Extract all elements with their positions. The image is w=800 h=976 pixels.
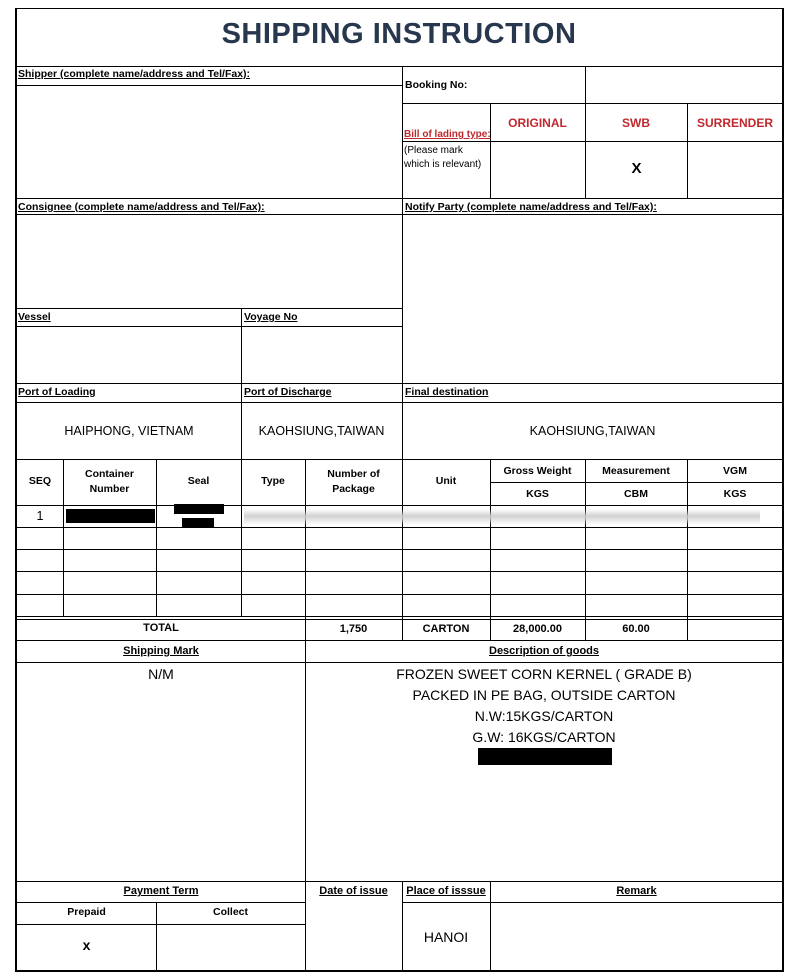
port-of-loading-label: Port of Loading xyxy=(18,386,96,398)
shipper-field[interactable] xyxy=(17,86,402,198)
booking-number-field[interactable] xyxy=(586,67,782,103)
col-gross-weight-unit: KGS xyxy=(526,488,549,500)
port-of-discharge-value: KAOHSIUNG,TAIWAN xyxy=(258,424,385,438)
port-of-loading-value: HAIPHONG, VIETNAM xyxy=(64,424,194,438)
place-of-issue-label: Place of isssue xyxy=(406,885,486,897)
consignee-field[interactable] xyxy=(17,215,402,308)
page-title: SHIPPING INSTRUCTION xyxy=(221,18,577,50)
notify-party-label: Notify Party (complete name/address and Tel/Fax): xyxy=(405,201,657,213)
border-bottom xyxy=(15,970,784,972)
total-unit: CARTON xyxy=(422,623,470,635)
seal-redaction-1 xyxy=(174,504,224,514)
voyage-label: Voyage No xyxy=(244,311,298,323)
notify-party-field[interactable] xyxy=(403,215,782,383)
final-destination-label: Final destination xyxy=(405,386,489,398)
bl-type-label: Bill of lading type: xyxy=(404,129,491,140)
row1-seq: 1 xyxy=(36,509,44,523)
col-unit: Unit xyxy=(435,475,457,487)
container-number-redaction xyxy=(66,509,155,523)
vessel-field[interactable] xyxy=(17,327,241,383)
date-of-issue-label: Date of issue xyxy=(319,885,388,897)
port-of-discharge-label: Port of Discharge xyxy=(244,386,332,398)
col-seal: Seal xyxy=(187,475,210,487)
bl-option-original: ORIGINAL xyxy=(508,116,567,130)
bl-option-surrender: SURRENDER xyxy=(696,116,773,130)
seal-redaction-2 xyxy=(182,518,214,527)
prepaid-label: Prepaid xyxy=(67,906,106,918)
bl-note-line1: (Please mark xyxy=(404,145,463,156)
vessel-label: Vessel xyxy=(18,311,51,323)
col-measurement: Measurement xyxy=(602,465,670,477)
bl-swb-checkbox[interactable] xyxy=(586,142,687,198)
shipping-mark-label: Shipping Mark xyxy=(123,645,199,657)
bl-swb-mark: X xyxy=(631,160,642,177)
voyage-field[interactable] xyxy=(242,327,402,383)
consignee-label: Consignee (complete name/address and Tel/Fax): xyxy=(18,201,265,213)
bl-note-line2: which is relevant) xyxy=(404,159,482,170)
description-line: PACKED IN PE BAG, OUTSIDE CARTON xyxy=(412,687,676,703)
col-vgm-unit: KGS xyxy=(723,488,747,500)
col-package-line2: Package xyxy=(332,483,375,495)
description-line: N.W:15KGS/CARTON xyxy=(474,708,614,724)
prepaid-mark: x xyxy=(82,937,91,953)
description-redaction xyxy=(478,748,612,765)
col-measurement-unit: CBM xyxy=(624,488,648,500)
shipper-label: Shipper (complete name/address and Tel/Fax): xyxy=(18,68,251,80)
prepaid-checkbox[interactable] xyxy=(17,925,156,970)
row1-blurred-values xyxy=(244,509,760,525)
bl-option-swb: SWB xyxy=(622,116,650,130)
date-of-issue-field[interactable] xyxy=(306,903,402,970)
table-row xyxy=(17,550,783,571)
final-destination-value: KAOHSIUNG,TAIWAN xyxy=(529,424,656,438)
description-label: Description of goods xyxy=(489,645,599,657)
description-line: G.W: 16KGS/CARTON xyxy=(472,729,616,745)
place-of-issue-value: HANOI xyxy=(423,929,469,945)
total-gross-weight: 28,000.00 xyxy=(513,623,562,635)
collect-checkbox[interactable] xyxy=(157,925,305,970)
bl-original-checkbox[interactable] xyxy=(491,142,585,198)
col-seq: SEQ xyxy=(28,475,52,487)
booking-label: Booking No: xyxy=(405,79,468,91)
bl-surrender-checkbox[interactable] xyxy=(688,142,782,198)
shipping-mark-value: N/M xyxy=(148,666,174,682)
col-gross-weight: Gross Weight xyxy=(503,465,572,477)
remark-field[interactable] xyxy=(491,903,782,970)
table-row xyxy=(17,528,783,549)
border-top xyxy=(15,8,784,9)
payment-term-label: Payment Term xyxy=(123,885,199,897)
table-row xyxy=(17,595,783,616)
col-vgm: VGM xyxy=(723,465,747,477)
col-package-line1: Number of xyxy=(327,468,380,480)
total-measurement: 60.00 xyxy=(622,623,650,635)
description-line: FROZEN SWEET CORN KERNEL ( GRADE B) xyxy=(396,666,692,682)
total-packages: 1,750 xyxy=(339,623,368,635)
total-label: TOTAL xyxy=(143,622,179,634)
col-type: Type xyxy=(261,475,285,487)
col-container-line1: Container xyxy=(84,468,134,480)
table-row xyxy=(17,572,783,594)
collect-label: Collect xyxy=(212,906,248,918)
col-container-line2: Number xyxy=(89,483,130,495)
remark-label: Remark xyxy=(616,885,657,897)
